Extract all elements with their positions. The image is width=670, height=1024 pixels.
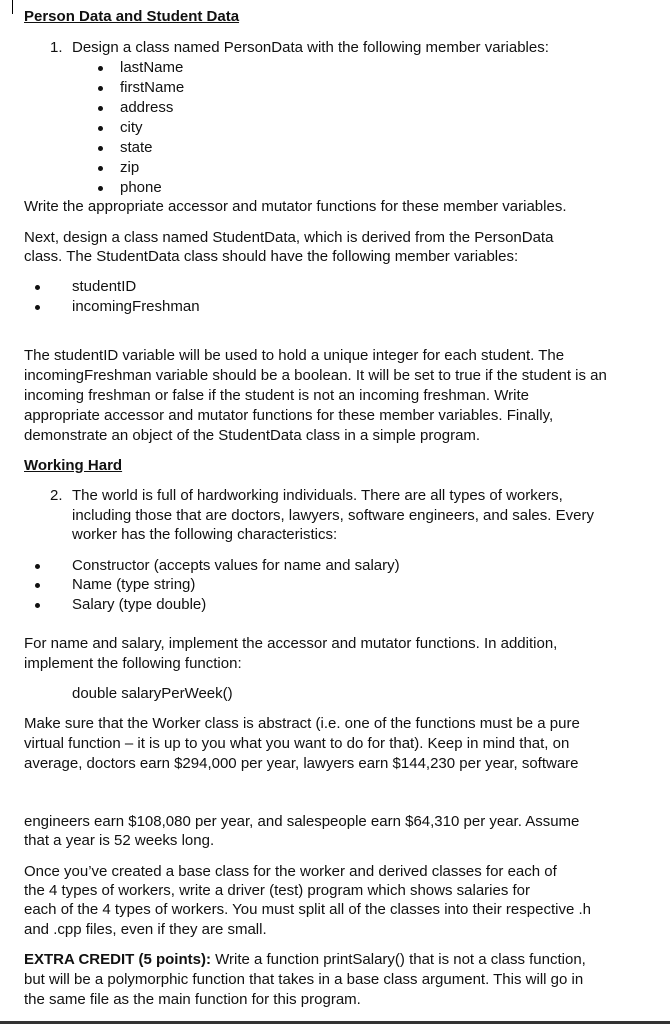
characteristic-item: Name (type string) [72,576,196,593]
bullet-dot [35,603,40,608]
characteristic-item: Constructor (accepts values for name and salary) [72,557,400,574]
next-paragraph-line: class. The StudentData class should have the following member variables: [24,248,519,265]
person-var-item: state [120,139,153,156]
person-var-item: city [120,119,143,136]
characteristic-item: Salary (type double) [72,596,207,613]
student-var-item: studentID [72,278,137,295]
extra-credit-label: EXTRA CREDIT (5 points): [24,951,211,968]
description-line: incoming freshman or false if the student is not an incoming freshman. Write [24,387,529,404]
section-heading-person-data: Person Data and Student Data [24,8,240,25]
extra-credit-first-line [24,950,586,970]
description-line: demonstrate an object of the StudentData class in a simple program. [24,427,481,444]
bullet-dot [98,146,103,151]
bullet-dot [35,564,40,569]
bullet-dot [98,106,103,111]
person-var-item: firstName [120,79,185,96]
function-signature: double salaryPerWeek() [72,685,233,702]
description-line: incomingFreshman variable should be a boolean. It will be set to true if the student is an [24,367,607,384]
extra-credit-line: but will be a polymorphic function that takes in a base class argument. This will go in [24,971,584,988]
question-2-line: including those that are doctors, lawyers, software engineers, and sales. Every [72,507,594,524]
person-var-item: address [120,99,174,116]
person-var-item: zip [120,159,140,176]
description-line: appropriate accessor and mutator functions for these member variables. Finally, [24,407,554,424]
bullet-dot [98,166,103,171]
question-1-intro: Design a class named PersonData with the following member variables: [72,39,549,56]
question-2-line: worker has the following characteristics: [72,526,338,543]
next-paragraph-line: Next, design a class named StudentData, which is derived from the PersonData [24,229,554,246]
engineers-line: engineers earn $108,080 per year, and salespeople earn $64,310 per year. Assume [24,813,580,830]
person-var-item: lastName [120,59,184,76]
bullet-dot [98,126,103,131]
bullet-dot [35,285,40,290]
section-heading-working-hard: Working Hard [24,457,123,474]
implementation-line: For name and salary, implement the accessor and mutator functions. In addition, [24,635,558,652]
driver-line: and .cpp files, even if they are small. [24,921,267,938]
question-1-number: 1. [50,39,63,56]
person-var-item: phone [120,179,162,196]
driver-line: the 4 types of workers, write a driver (test) program which shows salaries for [24,882,531,899]
implementation-line: implement the following function: [24,655,242,672]
page-top-border [12,0,13,14]
extra-credit-line: the same file as the main function for this program. [24,991,361,1008]
bullet-dot [98,86,103,91]
driver-line: each of the 4 types of workers. You must split all of the classes into their respective .h [24,901,591,918]
question-2-number: 2. [50,487,63,504]
abstract-line: Make sure that the Worker class is abstract (i.e. one of the functions must be a pure [24,715,580,732]
driver-line: Once you’ve created a base class for the worker and derived classes for each of [24,863,557,880]
accessor-instruction: Write the appropriate accessor and mutator functions for these member variables. [24,198,567,215]
question-2-line: The world is full of hardworking individuals. There are all types of workers, [72,487,563,504]
bullet-dot [35,305,40,310]
bullet-dot [35,583,40,588]
abstract-line: virtual function – it is up to you what you want to do for that). Keep in mind that, on [24,735,570,752]
engineers-line: that a year is 52 weeks long. [24,832,215,849]
student-var-item: incomingFreshman [72,298,200,315]
extra-credit-text: Write a function printSalary() that is not a class function, [210,951,586,968]
description-line: The studentID variable will be used to hold a unique integer for each student. The [24,347,565,364]
bullet-dot [98,66,103,71]
abstract-line: average, doctors earn $294,000 per year, lawyers earn $144,230 per year, software [24,755,579,772]
bullet-dot [98,186,103,191]
